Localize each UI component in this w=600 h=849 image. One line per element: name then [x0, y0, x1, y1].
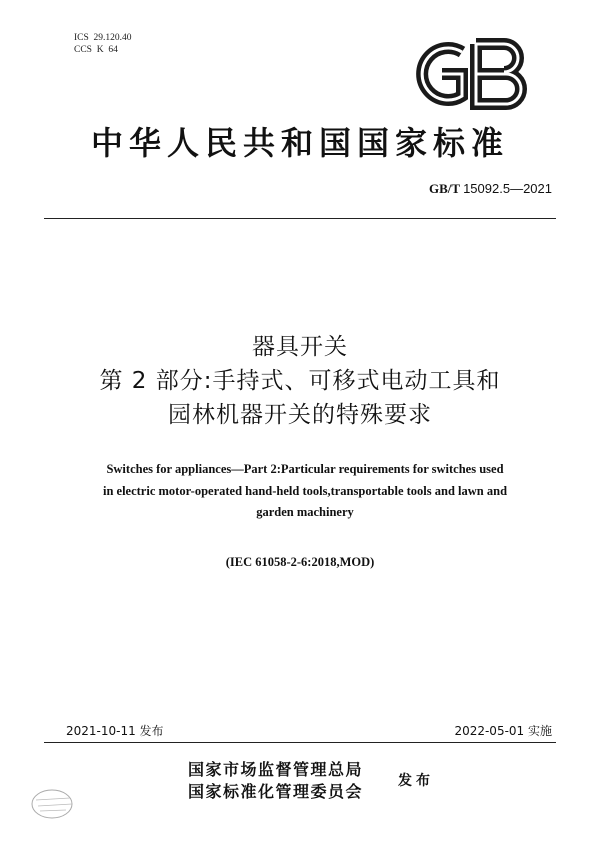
chinese-title-line: 第 2 部分:手持式、可移式电动工具和	[99, 368, 501, 394]
standard-number	[429, 181, 552, 197]
issuer-name: 国家市场监督管理总局	[188, 760, 364, 779]
header-divider	[44, 218, 556, 219]
ccs-code: CCS K 64	[74, 45, 118, 55]
issue-date: 2021-10-11 发布	[66, 724, 164, 738]
chinese-title-line: 园林机器开关的特殊要求	[168, 402, 432, 428]
chinese-title	[0, 330, 600, 432]
standard-prefix: GB/T	[428, 181, 460, 196]
issue-verb: 发布	[398, 773, 434, 789]
iec-reference: (IEC 61058-2-6:2018,MOD)	[225, 555, 375, 569]
implementation-date: 2022-05-01 实施	[454, 724, 552, 738]
classification-codes	[74, 32, 132, 56]
english-title-line: Switches for appliances—Part 2:Particular requirements for switches used	[106, 462, 504, 476]
footer-divider	[44, 742, 556, 743]
standard-number-value: 15092.5—2021	[463, 181, 552, 196]
english-title-line: in electric motor-operated hand-held tools,transportable tools and lawn and	[102, 483, 508, 498]
gb-logo-icon	[410, 38, 528, 110]
issuer-name: 国家标准化管理委员会	[188, 782, 364, 801]
chinese-title-line: 器具开关	[252, 334, 348, 360]
english-title-line: garden machinery	[256, 505, 354, 519]
english-title	[70, 459, 540, 524]
issuing-country-title: 中华人民共和国国家标准	[90, 124, 509, 162]
ics-code: ICS 29.120.40	[74, 33, 132, 43]
issuing-authorities	[188, 759, 363, 803]
watermark-stamp-icon	[26, 780, 86, 826]
